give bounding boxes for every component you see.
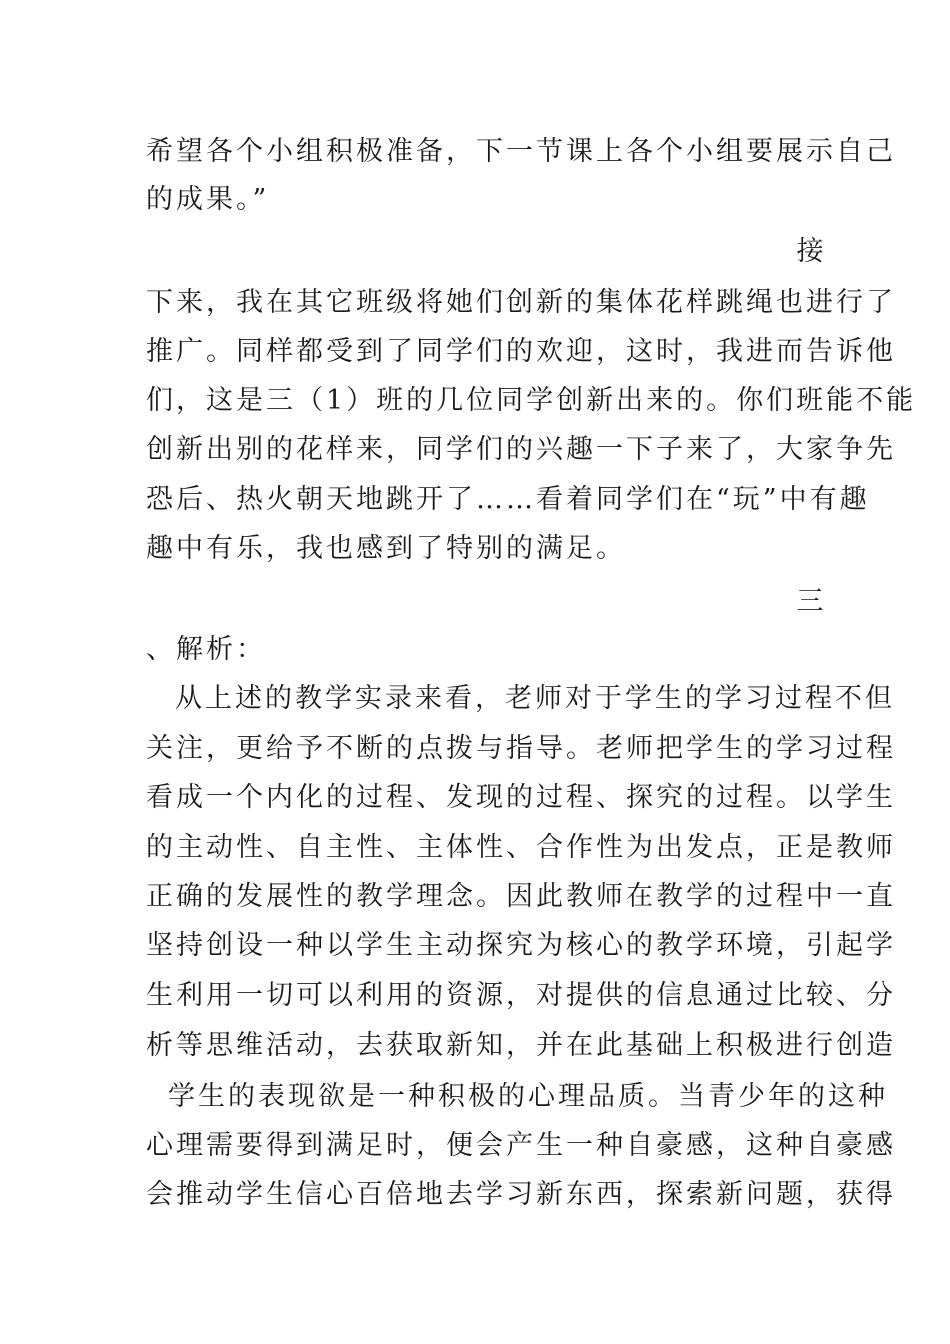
text-line: 希望各个小组积极准备，下一节课上各个小组要展示自己 <box>146 136 896 167</box>
text-line: 正确的发展性的教学理念。因此教师在教学的过程中一直 <box>146 881 896 912</box>
text-line: 的成果。” <box>146 184 270 215</box>
section-heading: 、解析： <box>146 634 266 665</box>
section-number: 三 <box>796 586 824 617</box>
text-line: 们，这是三（1）班的几位同学创新出来的。你们班能不能 <box>146 385 917 416</box>
text-line: 创新出别的花样来，同学们的兴趣一下子来了，大家争先 <box>146 434 896 465</box>
text-line: 恐后、热火朝天地跳开了……看着同学们在“玩”中有趣 <box>146 484 870 515</box>
text-line: 从上述的教学实录来看，老师对于学生的学习过程不但 <box>175 683 895 714</box>
text-line: 看成一个内化的过程、发现的过程、探究的过程。以学生 <box>146 782 896 813</box>
text-line: 关注，更给予不断的点拨与指导。老师把学生的学习过程 <box>146 733 896 764</box>
text-line: 下来，我在其它班级将她们创新的集体花样跳绳也进行了 <box>146 287 896 318</box>
text-line: 析等思维活动，去获取新知，并在此基础上积极进行创造 <box>146 1030 896 1061</box>
text-line: 推广。同样都受到了同学们的欢迎，这时，我进而告诉他 <box>146 336 896 367</box>
text-line: 坚持创设一种以学生主动探究为核心的教学环境，引起学 <box>146 930 896 961</box>
text-line: 接 <box>796 236 824 267</box>
text-line: 心理需要得到满足时，便会产生一种自豪感，这种自豪感 <box>146 1130 896 1161</box>
text-line: 生利用一切可以利用的资源，对提供的信息通过比较、分 <box>146 980 896 1011</box>
text-line: 趣中有乐，我也感到了特别的满足。 <box>146 533 626 564</box>
text-line: 学生的表现欲是一种积极的心理品质。当青少年的这种 <box>168 1081 888 1112</box>
text-line: 会推动学生信心百倍地去学习新东西，探索新问题，获得 <box>146 1179 896 1210</box>
text-line: 的主动性、自主性、主体性、合作性为出发点，正是教师 <box>146 832 896 863</box>
